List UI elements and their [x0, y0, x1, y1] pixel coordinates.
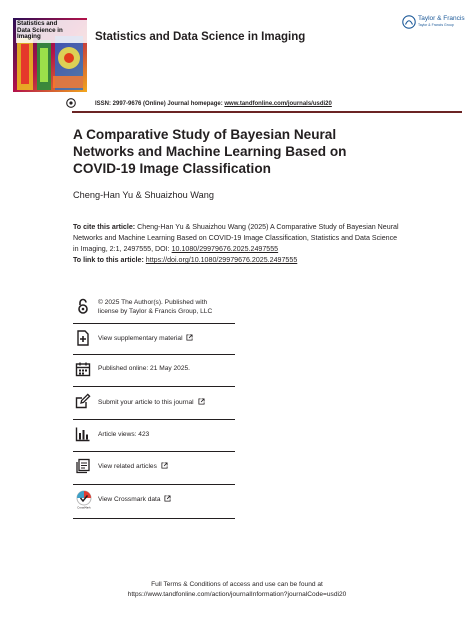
info-divider	[73, 518, 235, 519]
issn-text: ISSN: 2997-9676 (Online) Journal homepage:	[95, 101, 223, 107]
crossmark-icon	[75, 490, 93, 510]
footer-terms-link[interactable]: https://www.tandfonline.com/action/journalInformation?journalCode=usdi20	[127, 590, 347, 598]
info-divider	[73, 419, 235, 420]
calendar-icon	[75, 361, 91, 377]
link-to-article	[73, 256, 297, 264]
cover-title-line1: Statistics and	[17, 20, 58, 27]
cover-title-line2: Data Science in Imaging	[17, 26, 63, 41]
submit-article-link[interactable]: Submit your article to this journal	[98, 399, 194, 406]
article-title: A Comparative Study of Bayesian Neural Networks and Machine Learning Based on COVID-19 Image Classification	[73, 127, 347, 176]
publisher-name: Taylor & Francis	[418, 15, 465, 22]
citation-text: Cheng-Han Yu & Shuaizhou Wang (2025) A Comparative Study of Bayesian Neural Networks and Machine Learning Based on COVID-19 Image Classification, Statistics and Data Science in Imaging, 2:1, 2497555, DOI:	[73, 223, 399, 253]
published-date: Published online: 21 May 2025.	[98, 365, 191, 372]
external-link-icon	[164, 495, 171, 502]
journal-cover-image	[13, 18, 87, 92]
issn-line	[95, 101, 332, 107]
citation-label: To cite this article:	[73, 223, 136, 231]
link-label: To link to this article:	[73, 256, 144, 264]
cover-title	[16, 20, 87, 43]
info-divider	[73, 451, 235, 452]
supplementary-link[interactable]: View supplementary material	[98, 335, 183, 342]
crossmark-badge-label: CrossMark	[77, 506, 91, 510]
header-divider	[72, 111, 462, 113]
footer-line1: Full Terms & Conditions of access and use can be found at	[151, 581, 323, 588]
open-access-lock-icon	[75, 298, 91, 314]
submit-edit-icon	[75, 393, 91, 409]
info-divider	[73, 484, 235, 485]
terms-footer	[0, 580, 474, 599]
journal-homepage-link[interactable]: www.tandfonline.com/journals/usdi20	[224, 101, 332, 107]
external-link-icon	[198, 398, 205, 405]
license-line2: license by Taylor & Francis Group, LLC	[98, 308, 213, 315]
article-authors: Cheng-Han Yu & Shuaizhou Wang	[73, 190, 214, 200]
crossmark-link[interactable]: View Crossmark data	[98, 496, 161, 503]
related-articles-icon	[75, 458, 91, 474]
citation-block	[73, 222, 403, 254]
journal-title[interactable]: Statistics and Data Science in Imaging	[95, 31, 306, 43]
bar-chart-icon	[75, 426, 91, 442]
publisher-logo-icon	[402, 15, 416, 29]
external-link-icon	[186, 334, 193, 341]
related-articles-link[interactable]: View related articles	[98, 463, 157, 470]
publisher-subname: Taylor & Francis Group	[418, 23, 454, 27]
article-doi-link[interactable]: https://doi.org/10.1080/29979676.2025.2497555	[145, 256, 298, 264]
publisher-logo[interactable]	[402, 13, 464, 31]
info-divider	[73, 323, 235, 324]
info-divider	[73, 354, 235, 355]
supplementary-icon	[75, 330, 91, 346]
citation-doi-link[interactable]: 10.1080/29979676.2025.2497555	[171, 244, 279, 253]
license-line1: © 2025 The Author(s). Published with	[98, 299, 208, 306]
open-access-icon	[66, 95, 76, 105]
info-divider	[73, 386, 235, 387]
article-views: Article views: 423	[98, 431, 150, 438]
external-link-icon	[161, 462, 168, 469]
